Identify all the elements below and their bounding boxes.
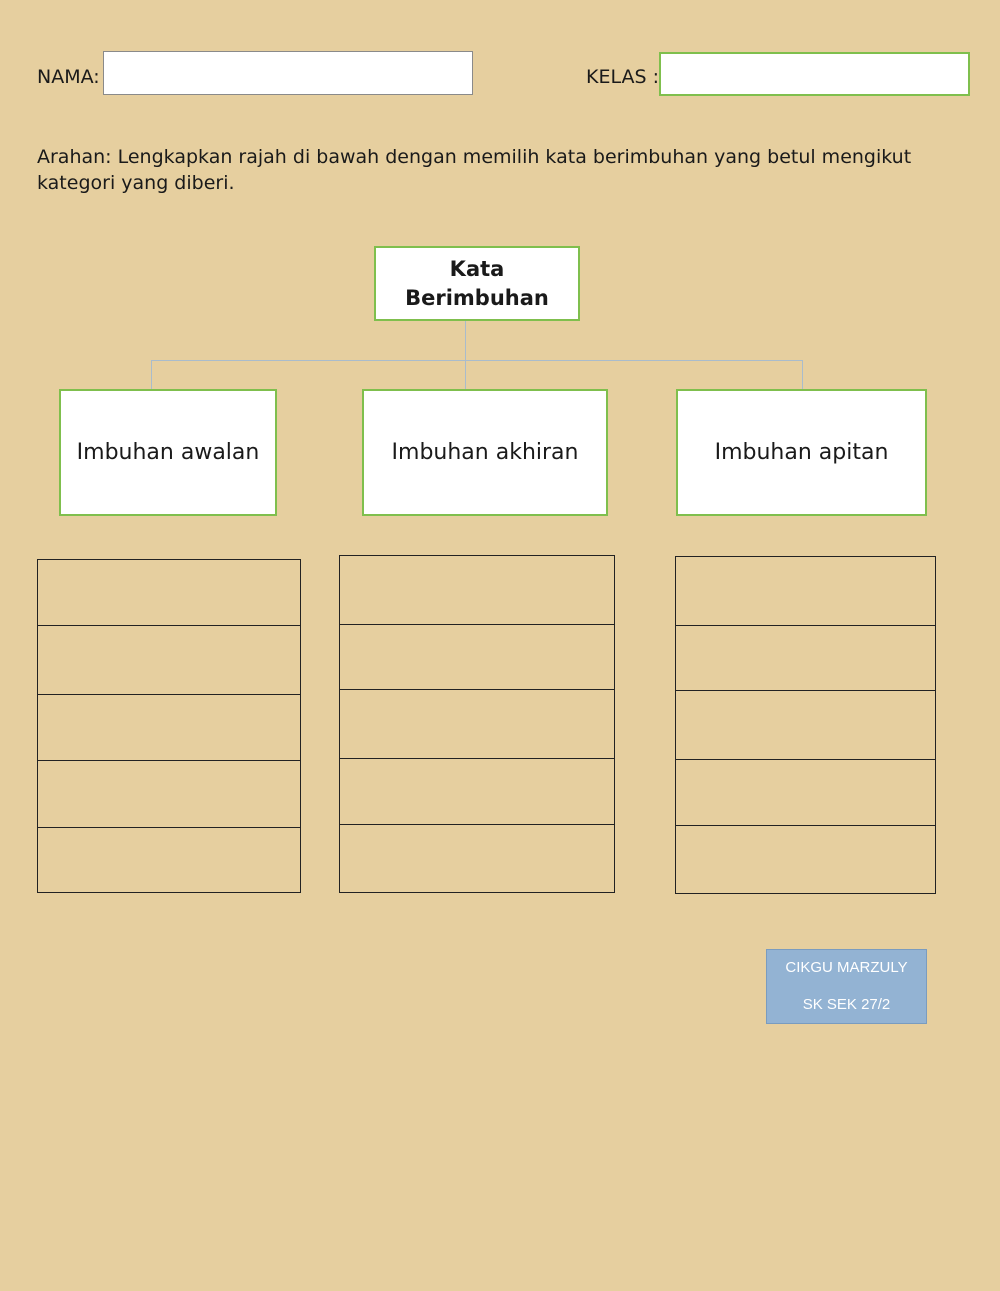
answer-slot[interactable]: [38, 761, 300, 828]
answer-slot[interactable]: [38, 828, 300, 892]
connector-left: [151, 360, 152, 389]
category-apitan: Imbuhan apitan: [676, 389, 927, 516]
answer-slot[interactable]: [340, 825, 614, 892]
answer-slot[interactable]: [676, 626, 935, 691]
root-box: [374, 246, 580, 321]
answer-slot[interactable]: [340, 759, 614, 825]
answer-slot[interactable]: [38, 695, 300, 761]
connector-bar: [151, 360, 803, 361]
answer-slot[interactable]: [676, 691, 935, 760]
answer-slot[interactable]: [340, 625, 614, 690]
connector-middle: [465, 360, 466, 389]
answer-slot[interactable]: [676, 557, 935, 626]
category-akhiran: Imbuhan akhiran: [362, 389, 608, 516]
answer-slot[interactable]: [340, 690, 614, 759]
nama-label: NAMA:: [37, 66, 100, 88]
kelas-input[interactable]: [659, 52, 970, 96]
credit-teacher: CIKGU MARZULY: [785, 959, 908, 976]
kelas-label: KELAS :: [586, 66, 659, 88]
answer-column-awalan: [37, 559, 301, 893]
answer-column-akhiran: [339, 555, 615, 893]
root-title-line1: Kata: [449, 256, 505, 281]
root-title-line2: Berimbuhan: [405, 285, 549, 310]
answer-column-apitan: [675, 556, 936, 894]
answer-slot[interactable]: [676, 760, 935, 826]
instruction-text: Arahan: Lengkapkan rajah di bawah dengan memilih kata berimbuhan yang betul mengikut kategori yang diberi.: [37, 146, 912, 194]
credit-school: SK SEK 27/2: [802, 996, 891, 1013]
credit-box: [766, 949, 927, 1024]
nama-input[interactable]: [103, 51, 473, 95]
category-awalan: Imbuhan awalan: [59, 389, 277, 516]
answer-slot[interactable]: [38, 626, 300, 695]
answer-slot[interactable]: [676, 826, 935, 893]
connector-right: [802, 360, 803, 389]
connector-stem: [465, 321, 466, 361]
answer-slot[interactable]: [38, 560, 300, 626]
answer-slot[interactable]: [340, 556, 614, 625]
